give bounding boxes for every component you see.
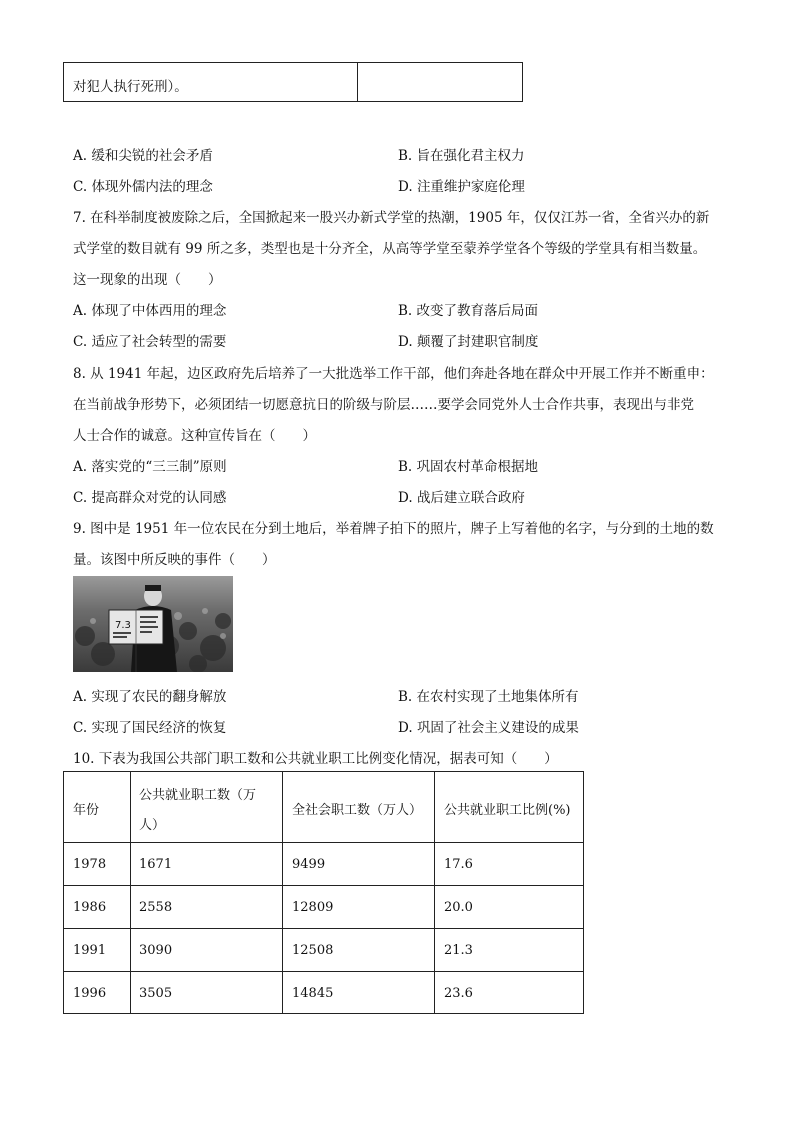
q6-option-d: D. 注重维护家庭伦理 xyxy=(398,179,525,195)
row-1996-year: 1996 xyxy=(73,986,107,1001)
row-1986-ratio: 20.0 xyxy=(444,900,473,915)
row-1978-total: 9499 xyxy=(292,857,326,872)
q8-option-c: C. 提高群众对党的认同感 xyxy=(73,490,227,506)
row-1996-public: 3505 xyxy=(139,986,173,1001)
q8-option-a: A. 落实党的“三三制”原则 xyxy=(73,459,227,475)
row-1978-public: 1671 xyxy=(139,857,173,872)
row-1991-ratio: 21.3 xyxy=(444,943,473,958)
q7-stem-line-2: 式学堂的数目就有 99 所之多，类型也是十分齐全，从高等学堂至蒙养学堂各个等级的学堂具有相当数量。 xyxy=(73,241,707,257)
row-1996-total: 14845 xyxy=(292,986,334,1001)
header-year: 年份 xyxy=(73,803,100,818)
q8-option-d: D. 战后建立联合政府 xyxy=(398,490,525,506)
q8-stem-line-3: 人士合作的诚意。这种宣传旨在（ ） xyxy=(73,428,316,444)
q7-option-b: B. 改变了教育落后局面 xyxy=(398,303,539,319)
farmer-land-photo xyxy=(73,576,233,672)
q10-stem: 10. 下表为我国公共部门职工数和公共就业职工比例变化情况，据表可知（ ） xyxy=(73,751,558,767)
photo-sign-text: 7.3 xyxy=(115,620,131,631)
row-1978-ratio: 17.6 xyxy=(444,857,473,872)
q7-stem-line-3: 这一现象的出现（ ） xyxy=(73,272,222,288)
header-public-employees-cont: 人） xyxy=(139,818,166,833)
q9-option-c: C. 实现了国民经济的恢复 xyxy=(73,720,227,736)
row-1978-year: 1978 xyxy=(73,857,107,872)
q9-stem-line-2: 量。该图中所反映的事件（ ） xyxy=(73,552,276,568)
header-public-ratio: 公共就业职工比例(%) xyxy=(444,803,571,818)
row-1986-public: 2558 xyxy=(139,900,173,915)
q8-stem-line-1: 8. 从 1941 年起，边区政府先后培养了一大批选举工作干部，他们奔赴各地在群众中开展工作并不断重申： xyxy=(73,366,714,382)
row-1996-ratio: 23.6 xyxy=(444,986,473,1001)
q6-option-b: B. 旨在强化君主权力 xyxy=(398,148,525,164)
row-1991-total: 12508 xyxy=(292,943,334,958)
employment-table xyxy=(63,771,584,1014)
fragment-cell-1-text: 对犯人执行死刑）。 xyxy=(73,79,188,95)
q6-option-c: C. 体现外儒内法的理念 xyxy=(73,179,213,195)
q8-stem-line-2: 在当前战争形势下，必须团结一切愿意抗日的阶级与阶层……要学会同党外人士合作共事，表现出与非党 xyxy=(73,397,694,413)
row-1991-public: 3090 xyxy=(139,943,173,958)
q7-option-d: D. 颠覆了封建职官制度 xyxy=(398,334,539,350)
q9-stem-line-1: 9. 图中是 1951 年一位农民在分到土地后，举着牌子拍下的照片，牌子上写着他的名字，与分到的土地的数 xyxy=(73,521,714,537)
q6-option-a: A. 缓和尖锐的社会矛盾 xyxy=(73,148,213,164)
q7-option-c: C. 适应了社会转型的需要 xyxy=(73,334,227,350)
q7-stem-line-1: 7. 在科举制度被废除之后，全国掀起来一股兴办新式学堂的热潮，1905 年，仅仅江苏一省，全省兴办的新 xyxy=(73,210,710,226)
header-public-employees: 公共就业职工数（万 xyxy=(139,788,257,803)
row-1991-year: 1991 xyxy=(73,943,107,958)
row-1986-year: 1986 xyxy=(73,900,107,915)
fragment-cell-1 xyxy=(64,63,358,101)
header-total-employees: 全社会职工数（万人） xyxy=(292,803,423,818)
q7-option-a: A. 体现了中体西用的理念 xyxy=(73,303,227,319)
row-1986-total: 12809 xyxy=(292,900,334,915)
fragment-table xyxy=(63,62,523,102)
q9-option-a: A. 实现了农民的翻身解放 xyxy=(73,689,227,705)
q9-option-b: B. 在农村实现了土地集体所有 xyxy=(398,689,579,705)
q8-option-b: B. 巩固农村革命根据地 xyxy=(398,459,539,475)
q9-option-d: D. 巩固了社会主义建设的成果 xyxy=(398,720,579,736)
